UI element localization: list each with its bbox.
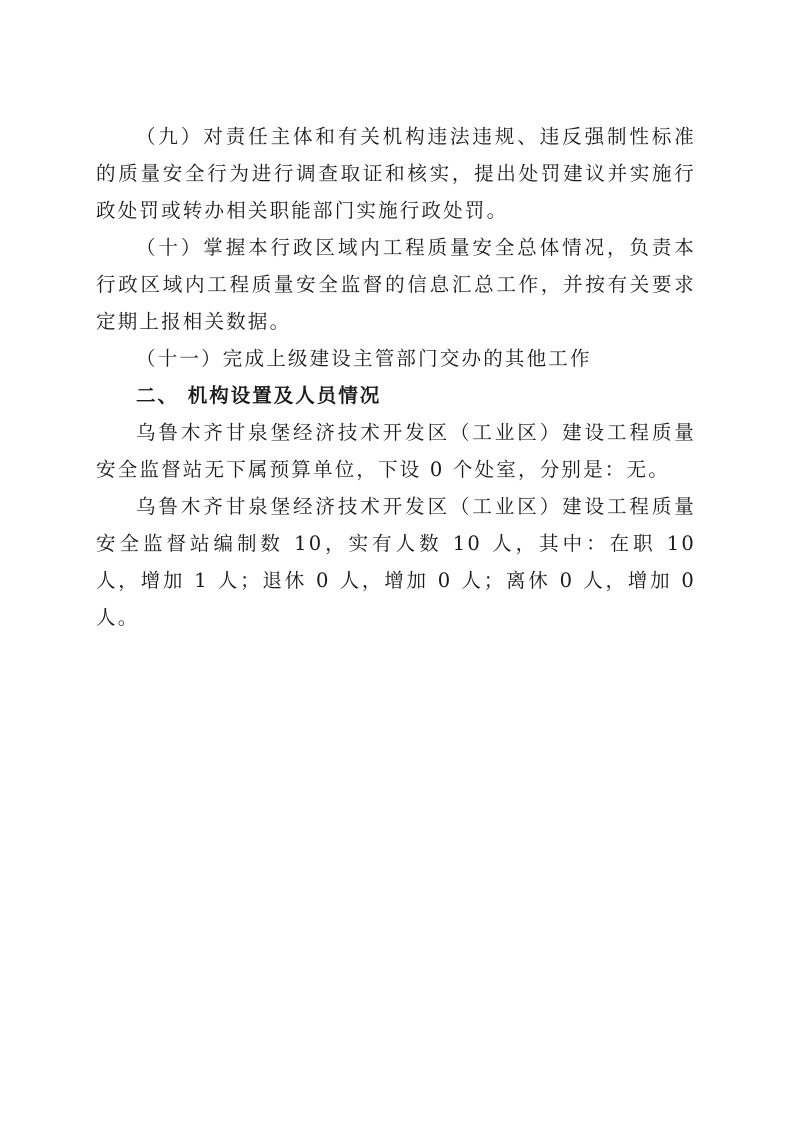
section-heading-org-setup: 二、 机构设置及人员情况 bbox=[136, 384, 382, 407]
paragraph-staffing: 乌鲁木齐甘泉堡经济技术开发区（工业区）建设工程质量安全监督站编制数 10，实有人数 10 人，其中：在职 10 人，增加 1 人；退休 0 人，增加 0 人；离休 0 人，增加 0 人。 bbox=[96, 495, 696, 629]
paragraph-item-10: （十）掌握本行政区域内工程质量安全总体情况，负责本行政区域内工程质量安全监督的信息汇总工作，并按有关要求定期上报相关数据。 bbox=[96, 236, 696, 333]
paragraph-item-11: （十一）完成上级建设主管部门交办的其他工作 bbox=[136, 347, 592, 370]
paragraph-org-units: 乌鲁木齐甘泉堡经济技术开发区（工业区）建设工程质量安全监督站无下属预算单位，下设 0 个处室，分别是：无。 bbox=[96, 421, 696, 481]
paragraph-item-9: （九）对责任主体和有关机构违法违规、违反强制性标准的质量安全行为进行调查取证和核实，提出处罚建议并实施行政处罚或转办相关职能部门实施行政处罚。 bbox=[96, 125, 696, 222]
document-body bbox=[96, 118, 696, 636]
